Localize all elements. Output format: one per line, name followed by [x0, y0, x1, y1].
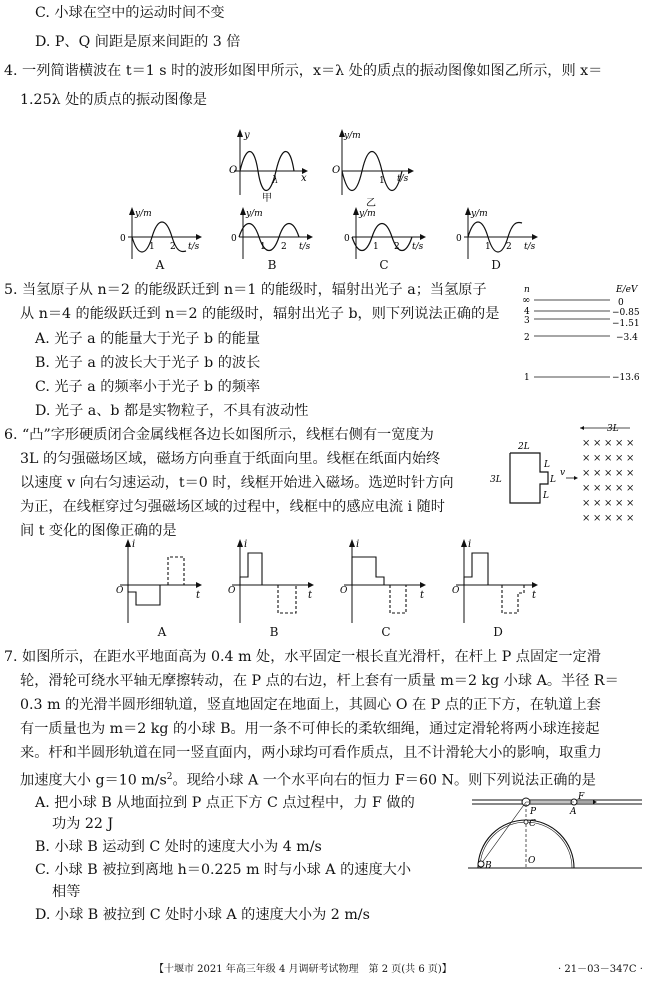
svg-text:C: C — [529, 819, 536, 829]
field-cross: × — [615, 483, 624, 494]
footer-text: 【十堰市 2021 年高三年级 4 月调研考试物理 第 2 页(共 6 页)】 — [154, 964, 452, 975]
field-cross: × — [626, 483, 635, 494]
field-cross: × — [626, 513, 635, 524]
q7-line6-part1: 加速度大小 g＝10 m/s — [20, 772, 167, 789]
svg-text:2: 2 — [506, 242, 512, 252]
field-cross: × — [582, 513, 591, 524]
q4-stem-line1: 4. 一列简谐横波在 t＝1 s 时的波形如图甲所示，x＝λ 处的质点的振动图像如图乙所示，则 x＝ — [4, 63, 603, 79]
q6-stem-line5: 间 t 变化的图像正确的是 — [20, 523, 177, 539]
svg-text:2: 2 — [170, 242, 176, 252]
q4-figure-yi — [330, 127, 415, 207]
field-cross: × — [593, 453, 602, 464]
svg-text:2: 2 — [281, 242, 287, 252]
svg-text:1: 1 — [260, 242, 266, 252]
q7-rod-and-track-figure — [466, 790, 646, 882]
q4-choice-d-letter: D — [491, 258, 501, 272]
svg-text:L: L — [550, 475, 556, 485]
q7-line6-sup: 2 — [166, 772, 173, 782]
q6-choice-a-letter: A — [157, 625, 167, 639]
svg-text:t: t — [308, 590, 313, 601]
field-cross: × — [604, 483, 613, 494]
field-cross: × — [582, 498, 591, 509]
svg-text:1: 1 — [149, 242, 155, 252]
q7-stem-line1: 7. 如图所示，在距水平地面高为 0.4 m 处，水平固定一根长直光滑杆，在杆上 P 点固定一定滑 — [4, 649, 601, 665]
q6-stem-line1: 6. “凸”字形硬质闭合金属线框各边长如图所示，线框右侧有一宽度为 — [4, 427, 434, 443]
jia-x-label: x — [301, 173, 307, 184]
svg-text:i: i — [356, 539, 360, 550]
q5-stem-line2: 从 n＝4 的能级跃迁到 n＝2 的能级时，辐射出光子 b，则下列说法正确的是 — [20, 306, 500, 322]
svg-text:F: F — [578, 792, 585, 802]
svg-text:t/s: t/s — [188, 242, 200, 252]
svg-text:E/eV: E/eV — [616, 285, 638, 295]
svg-text:t/s: t/s — [299, 242, 311, 252]
field-cross: × — [626, 438, 635, 449]
q6-frame-and-field-figure — [488, 420, 648, 525]
q7-stem-line3: 0.3 m 的光滑半圆形细轨道，竖直地固定在地面上，其圆心 O 在 P 点的正下方，在轨道上套 — [20, 697, 601, 713]
svg-text:1: 1 — [524, 373, 530, 383]
q7-stem-line5: 来。杆和半圆形轨道在同一竖直面内，两小球均可看作质点，且不计滑轮大小的影响，取重力 — [20, 745, 602, 761]
svg-text:A: A — [570, 807, 577, 817]
q5-option-b: B. 光子 a 的波长大于光子 b 的波长 — [35, 355, 261, 371]
field-cross: × — [615, 438, 624, 449]
q6-stem-line3: 以速度 v 向右匀速运动，t＝0 时，线框开始进入磁场。选逆时针方向 — [20, 475, 454, 491]
svg-text:0: 0 — [344, 234, 350, 244]
jia-caption: 甲 — [262, 193, 272, 204]
yi-y-label: y/m — [344, 131, 361, 141]
svg-text:1: 1 — [485, 242, 491, 252]
field-cross: × — [626, 498, 635, 509]
q7-option-a-line1: A. 把小球 B 从地面拉到 P 点正下方 C 点过程中，力 F 做的 — [35, 795, 415, 811]
field-cross: × — [626, 453, 635, 464]
q6-choice-b-graph — [226, 535, 316, 625]
svg-text:2L: 2L — [518, 442, 530, 452]
svg-text:∞: ∞ — [522, 295, 531, 306]
field-cross: × — [626, 468, 635, 479]
field-cross: × — [604, 453, 613, 464]
q5-option-d: D. 光子 a、b 都是实物粒子，不具有波动性 — [35, 403, 309, 419]
yi-caption: 乙 — [366, 198, 376, 209]
q7-option-a-line2: 功为 22 J — [52, 816, 114, 832]
q5-option-a: A. 光子 a 的能量大于光子 b 的能量 — [35, 331, 261, 347]
svg-text:0: 0 — [456, 234, 462, 244]
field-cross: × — [593, 468, 602, 479]
q7-option-d: D. 小球 B 被拉到 C 处时小球 A 的速度大小为 2 m/s — [35, 907, 370, 923]
svg-text:−1.51: −1.51 — [612, 319, 640, 329]
q7-stem-line2: 轮，滑轮可绕水平轴无摩擦转动，在 P 点的右边，杆上套有一质量 m＝2 kg 小球 A。半径 R＝ — [20, 673, 619, 689]
q4-choice-d-graph — [450, 205, 540, 265]
svg-text:3L: 3L — [607, 424, 619, 434]
svg-text:L: L — [544, 460, 550, 470]
field-cross: × — [593, 483, 602, 494]
q6-choice-d-graph — [450, 535, 540, 625]
svg-text:1: 1 — [373, 242, 379, 252]
field-cross: × — [604, 513, 613, 524]
q6-stem-line4: 为正，在线框穿过匀强磁场区域的过程中，线框中的感应电流 i 随时 — [20, 499, 445, 515]
svg-text:3L: 3L — [490, 475, 502, 485]
field-cross: × — [604, 438, 613, 449]
svg-text:P: P — [530, 807, 537, 817]
q4-stem-line2: 1.25λ 处的质点的振动图像是 — [20, 92, 207, 108]
q5-energy-level-diagram — [520, 284, 646, 384]
q6-choice-b-letter: B — [269, 625, 279, 639]
yi-t1: 1 — [379, 176, 385, 186]
field-cross: × — [615, 453, 624, 464]
q3-option-c: C. 小球在空中的运动时间不变 — [35, 5, 225, 21]
svg-text:−0.85: −0.85 — [612, 308, 640, 318]
field-cross: × — [582, 468, 591, 479]
jia-lambda: λ — [272, 175, 279, 186]
field-cross: × — [615, 498, 624, 509]
q7-line6-part2: 。现给小球 A 一个水平向右的恒力 F＝60 N。则下列说法正确的是 — [172, 772, 596, 789]
svg-text:−3.4: −3.4 — [616, 333, 638, 343]
svg-text:0: 0 — [618, 298, 624, 308]
footer-code: · 21－03－347C · — [558, 964, 643, 975]
svg-text:y/m: y/m — [246, 209, 263, 219]
svg-text:i: i — [244, 539, 248, 550]
svg-text:t: t — [196, 590, 201, 601]
svg-text:O: O — [228, 586, 236, 596]
svg-text:3: 3 — [524, 316, 530, 326]
svg-text:−13.6: −13.6 — [612, 373, 640, 383]
q6-stem-line2: 3L 的匀强磁场区域，磁场方向垂直于纸面向里。线框在纸面内始终 — [20, 451, 441, 467]
svg-text:L: L — [543, 491, 549, 501]
svg-text:0: 0 — [120, 234, 126, 244]
q7-stem-line6 — [20, 768, 596, 790]
q6-choice-a-graph — [114, 535, 204, 625]
yi-origin: O — [332, 165, 341, 176]
q4-figure-jia — [228, 127, 308, 202]
svg-text:i: i — [132, 539, 136, 550]
q3-option-d: D. P、Q 间距是原来间距的 3 倍 — [35, 34, 241, 50]
svg-text:O: O — [452, 586, 460, 596]
q7-option-c-line2: 相等 — [52, 884, 81, 900]
field-cross: × — [615, 513, 624, 524]
jia-y-label: y — [244, 130, 250, 141]
q4-choice-c-graph — [338, 205, 428, 265]
svg-text:0: 0 — [231, 234, 237, 244]
field-cross: × — [582, 438, 591, 449]
q4-choice-a-letter: A — [155, 258, 165, 272]
svg-text:O: O — [340, 586, 348, 596]
q4-choice-a-graph — [114, 205, 204, 265]
svg-text:O: O — [528, 856, 536, 866]
yi-x-label: t/s — [397, 174, 409, 184]
svg-text:4: 4 — [524, 307, 530, 317]
field-cross: × — [582, 453, 591, 464]
svg-text:2: 2 — [394, 242, 400, 252]
q4-choice-c-letter: C — [379, 258, 389, 272]
field-cross: × — [615, 468, 624, 479]
svg-text:O: O — [116, 586, 124, 596]
svg-text:t/s: t/s — [412, 242, 424, 252]
q7-option-c-line1: C. 小球 B 被拉到离地 h＝0.225 m 时与小球 A 的速度大小 — [35, 862, 412, 878]
field-cross: × — [604, 468, 613, 479]
svg-text:2: 2 — [524, 333, 530, 343]
svg-text:v: v — [560, 468, 566, 478]
q5-stem-line1: 5. 当氢原子从 n＝2 的能级跃迁到 n＝1 的能级时，辐射出光子 a；当氢原子 — [4, 282, 487, 298]
q5-option-c: C. 光子 a 的频率小于光子 b 的频率 — [35, 379, 261, 395]
svg-text:t: t — [532, 590, 537, 601]
svg-text:B: B — [485, 861, 492, 871]
svg-text:n: n — [524, 285, 530, 295]
field-cross: × — [593, 438, 602, 449]
q7-option-b: B. 小球 B 运动到 C 处时的速度大小为 4 m/s — [35, 839, 322, 855]
q4-choice-b-letter: B — [267, 258, 277, 272]
svg-text:y/m: y/m — [471, 209, 488, 219]
q4-choice-b-graph — [225, 205, 315, 265]
svg-text:t: t — [420, 590, 425, 601]
svg-text:i: i — [468, 539, 472, 550]
field-cross: × — [593, 498, 602, 509]
jia-origin: O — [229, 165, 238, 176]
svg-text:y/m: y/m — [359, 209, 376, 219]
q6-choice-c-letter: C — [381, 625, 391, 639]
svg-text:y/m: y/m — [135, 209, 152, 219]
field-cross: × — [593, 513, 602, 524]
field-cross: × — [582, 483, 591, 494]
q7-stem-line4: 有一质量也为 m＝2 kg 的小球 B。用一条不可伸长的柔软细绳，通过定滑轮将两小球连接起 — [20, 721, 600, 737]
q6-choice-d-letter: D — [493, 625, 503, 639]
q6-choice-c-graph — [338, 535, 428, 625]
svg-text:t/s: t/s — [524, 242, 536, 252]
field-cross: × — [604, 498, 613, 509]
